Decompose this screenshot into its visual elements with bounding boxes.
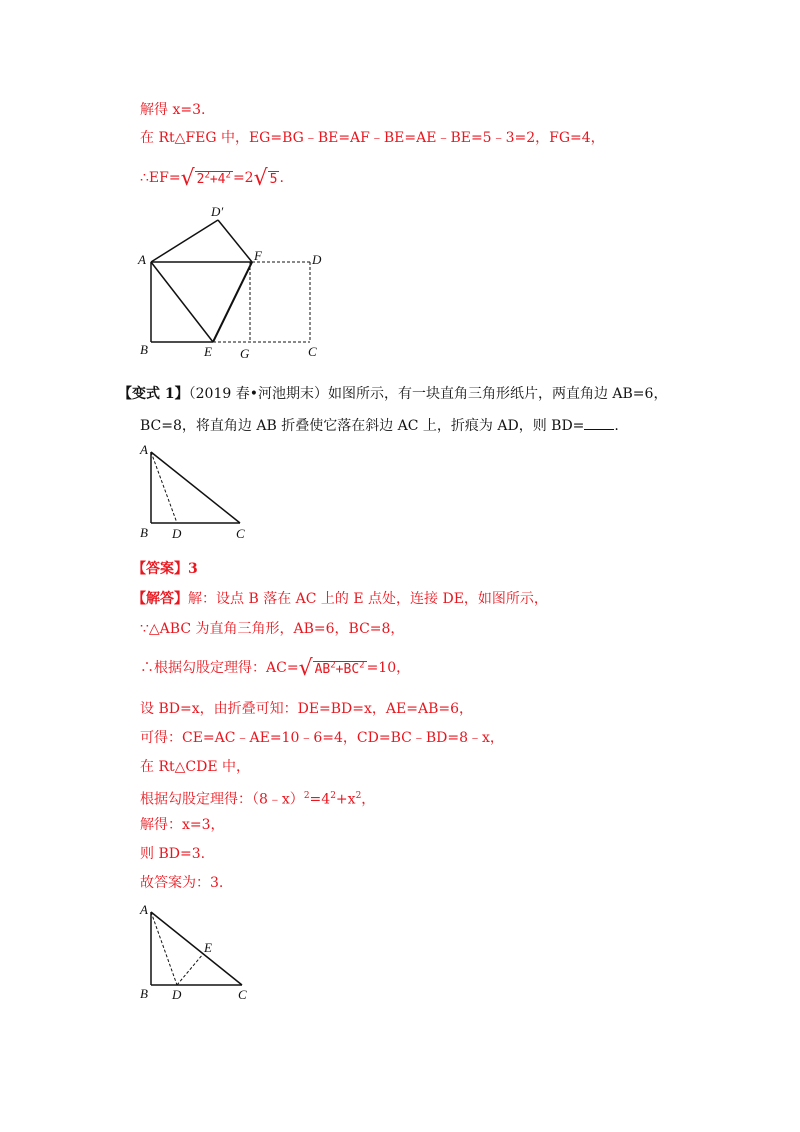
ef-prefix: ∴EF= — [140, 170, 181, 187]
explain-line-3: ∴根据勾股定理得：AC=√ $AB^2+BC^2 =10$， — [140, 656, 411, 682]
radical-icon: √ — [180, 166, 195, 192]
label-b: B — [140, 342, 148, 357]
explain-line-5: 可得：CE=AC﹣AE=10﹣6=4，CD=BC﹣BD=8﹣x， — [140, 730, 504, 746]
problem-tag: 【变式 1】 — [118, 386, 189, 402]
figure-square-fold — [130, 200, 330, 365]
label-c: C — [236, 526, 245, 541]
label-d: D — [312, 252, 322, 267]
figure-triangle — [130, 440, 270, 545]
label-b: B — [140, 986, 148, 1001]
label-e: E — [204, 344, 212, 359]
label-f: F — [254, 248, 262, 263]
sqrt-ac: √ $AB^2+BC^2$ — [298, 656, 365, 682]
problem-line-1: 【变式 1】（2019 春•河池期末）如图所示，有一块直角三角形纸片，两直角边 AB=6， — [118, 386, 668, 402]
label-a: A — [138, 252, 146, 267]
radical-icon: √ — [298, 656, 313, 682]
label-c: C — [308, 344, 317, 359]
explain-line-4: 设 BD=x，由折叠可知：DE=BD=x，AE=AB=6， — [140, 701, 473, 717]
explain-line-10: 故答案为：3. — [140, 875, 224, 891]
label-b: B — [140, 525, 148, 540]
explain-line-2: ∵△ABC 为直角三角形，AB=6，BC=8， — [140, 621, 405, 637]
label-a: A — [140, 442, 148, 457]
figure-triangle-fold — [130, 898, 270, 1008]
solution-line-3: ∴EF=√ $2^2+4^2 =2√$ 5 . — [140, 166, 284, 192]
label-c: C — [238, 987, 247, 1002]
label-e: E — [204, 940, 212, 955]
label-g: G — [240, 346, 250, 361]
explain-tag: 【解答】 — [132, 591, 188, 607]
answer-blank — [584, 417, 614, 430]
explain-line-1: 【解答】解：设点 B 落在 AC 上的 E 点处，连接 DE，如图所示， — [132, 591, 548, 607]
problem-line-2: BC=8，将直角边 AB 折叠使它落在斜边 AC 上，折痕为 AD，则 BD= . — [140, 418, 619, 434]
sqrt-five: √ 5 — [253, 166, 278, 192]
label-a: A — [140, 902, 148, 917]
label-d: D — [172, 987, 182, 1002]
label-d: D — [172, 526, 182, 541]
answer-line: 【答案】3 — [132, 561, 198, 577]
label-d-prime: D′ — [211, 204, 224, 219]
explain-line-9: 则 BD=3. — [140, 846, 206, 862]
solution-line-2: 在 Rt△FEG 中，EG=BG﹣BE=AF﹣BE=AE﹣BE=5﹣3=2，FG=4， — [140, 130, 605, 146]
explain-line-8: 解得：x=3， — [140, 817, 225, 833]
sqrt-expression: √ $2^2+4^2$ — [180, 166, 231, 192]
solution-line-1: 解得 x=3. — [140, 102, 206, 118]
radical-icon: √ — [253, 166, 268, 192]
explain-line-6: 在 Rt△CDE 中， — [140, 759, 250, 775]
explain-line-7: 根据勾股定理得：$(8﹣x)^2=4^2+x^2$， — [140, 791, 376, 808]
